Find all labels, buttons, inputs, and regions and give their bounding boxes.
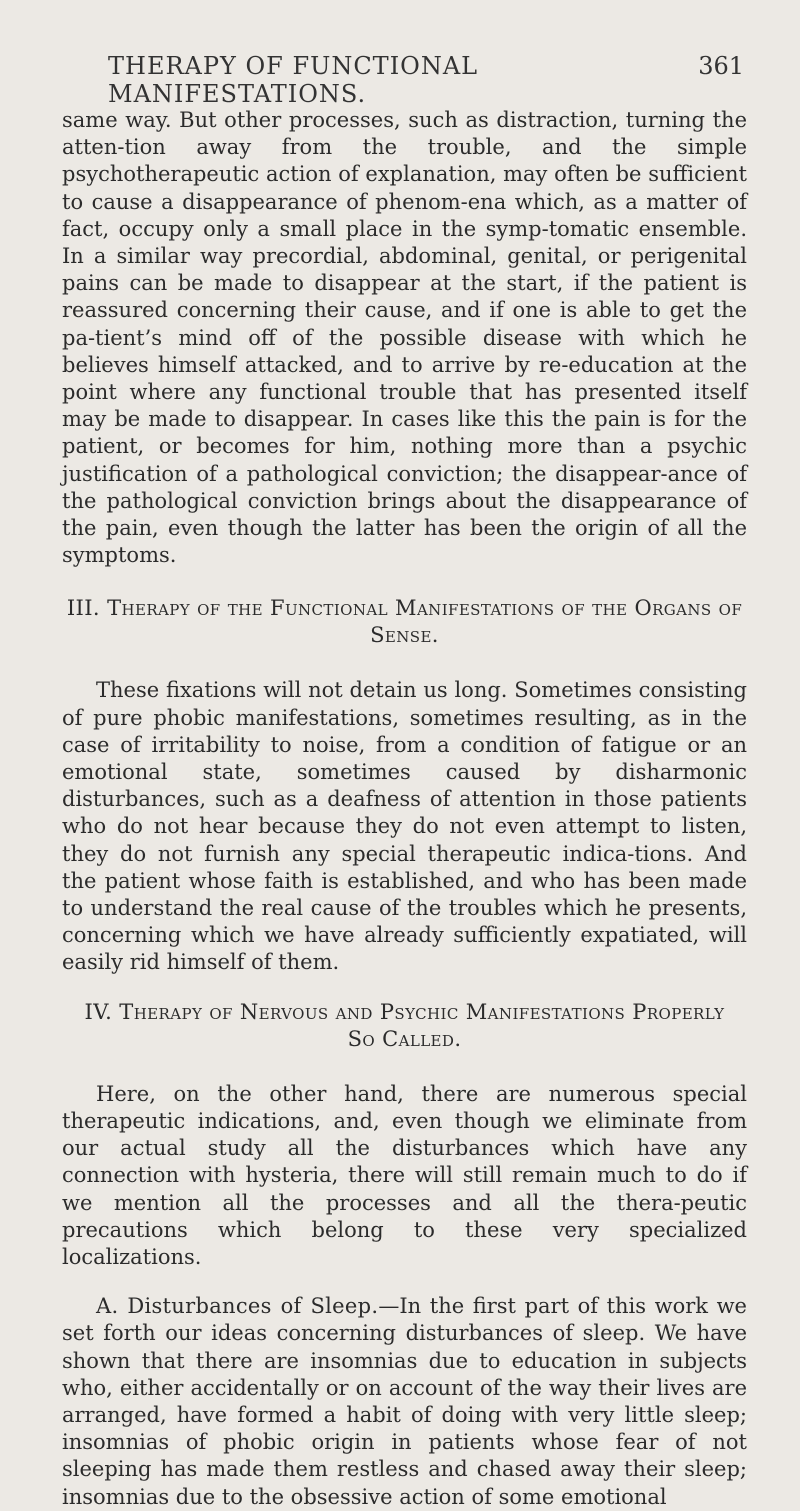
paragraph-sleep-body: —In the first part of this work we set forth our ideas concerning disturbances of sleep. We have shown that there are insomnias due to education in subjects who, either accidentally or on account of the way their lives are arranged, have formed a habit of doing with very little sleep; insomnias of phobic origin in patients whose fear of not sleeping has made them restless and chased away their sleep; insomnias due to the obsessive action of some emotional	[62, 1294, 747, 1509]
section-title-line-1: Therapy of the Functional Manifestations of the Organs of	[107, 596, 743, 621]
body-text	[62, 107, 747, 1511]
section-title-line-2: Sense.	[370, 623, 439, 648]
section-number: III.	[66, 596, 100, 621]
paragraph-special-indications: Here, on the other hand, there are numerous special therapeutic indications, and, even though we eliminate from our actual study all the disturbances which have any connection with hysteria, there will still remain much to do if we mention all the processes and all the thera-peutic precautions which belong to these very specialized localizations.	[62, 1081, 747, 1269]
running-head	[108, 52, 748, 108]
running-head-title: THERAPY OF FUNCTIONAL MANIFESTATIONS.	[108, 52, 479, 108]
page-number: 361	[698, 52, 744, 80]
section-heading-organs-of-sense	[62, 595, 747, 649]
section-title-line-1: Therapy of Nervous and Psychic Manifestations Properly	[119, 999, 725, 1024]
paragraph-sense-fixations: These fixations will not detain us long. Sometimes consisting of pure phobic manifestations, sometimes resulting, as in the case of irritability to noise, from a condition of fatigue or an emotional state, sometimes caused by disharmonic disturbances, such as a deafness of attention in those patients who do not hear because they do not even attempt to listen, they do not furnish any special therapeutic indica-tions. And the patient whose faith is established, and who has been made to understand the real cause of the troubles which he presents, concerning which we have already sufficiently expatiated, will easily rid himself of them.	[62, 678, 747, 975]
subsection-title-sleep: A. Disturbances of Sleep.	[96, 1294, 379, 1319]
section-heading-nervous-psychic	[62, 999, 747, 1053]
section-number: IV.	[84, 999, 113, 1024]
paragraph-pain-disappearance: same way. But other processes, such as distraction, turning the atten-tion away from the trouble, and the simple psychotherapeutic action of explanation, may often be sufficient to cause a disappearance of phenom-ena which, as a matter of fact, occupy only a small place in the symp-tomatic ensemble. In a similar way precordial, abdominal, genital, or perigenital pains can be made to disappear at the start, if the patient is reassured concerning their cause, and if one is able to get the pa-tient’s mind off of the possible disease with which he believes himself attacked, and to arrive by re-education at the point where any functional trouble that has presented itself may be made to disappear. In cases like this the pain is for the patient, or becomes for him, nothing more than a psychic justification of a pathological conviction; the disappear-ance of the pathological conviction brings about the disappearance of the pain, even though the latter has been the origin of all the symptoms.	[62, 108, 747, 568]
section-title-line-2: So Called.	[347, 1026, 462, 1051]
paragraph-disturbances-of-sleep	[62, 1293, 747, 1511]
